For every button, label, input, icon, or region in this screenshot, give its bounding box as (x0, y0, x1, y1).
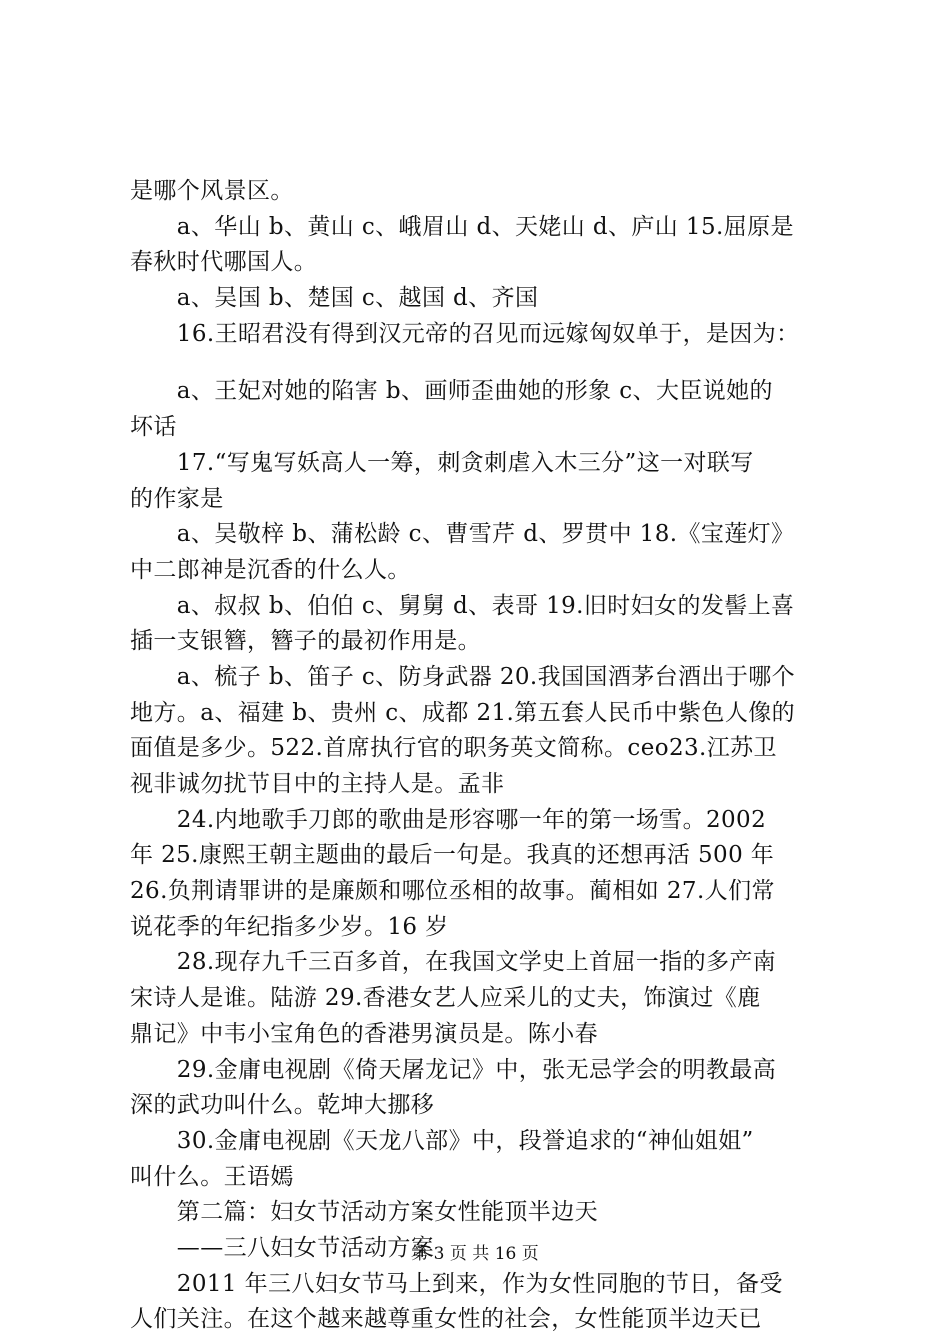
text-line: 17.“写鬼写妖高人一筹，刺贪刺虐入木三分”这一对联写 (130, 449, 754, 476)
text-line: 年 25.康熙王朝主题曲的最后一句是。我真的还想再活 500 年 (130, 842, 775, 869)
text-line: 24.内地歌手刀郎的歌曲是形容哪一年的第一场雪。2002 (130, 806, 767, 833)
text-line: 宋诗人是谁。陆游 29.香港女艺人应采儿的丈夫，饰演过《鹿 (130, 985, 761, 1012)
text-line: 的作家是 (130, 485, 224, 512)
text-line: 深的武功叫什么。乾坤大挪移 (130, 1092, 435, 1119)
text-line: 插一支银簪，簪子的最初作用是。 (130, 628, 481, 655)
text-line: 26.负荆请罪讲的是廉颇和哪位丞相的故事。蔺相如 27.人们常 (130, 878, 775, 905)
paragraph-gap (130, 352, 835, 374)
section-heading: 第二篇：妇女节活动方案女性能顶半边天 (130, 1199, 598, 1226)
text-line: 人们关注。在这个越来越尊重女性的社会，女性能顶半边天已 (130, 1306, 762, 1333)
text-line: 30.金庸电视剧《天龙八部》中，段誉追求的“神仙姐姐” (130, 1127, 754, 1154)
text-line: a、吴国 b、楚国 c、越国 d、齐国 (130, 285, 539, 312)
text-line: 2011 年三八妇女节马上到来，作为女性同胞的节日，备受 (130, 1270, 783, 1297)
text-line: 春秋时代哪国人。 (130, 249, 318, 276)
page-number-footer: 第 3 页 共 16 页 (411, 1244, 539, 1264)
text-line: 面值是多少。522.首席执行官的职务英文简称。ceo23.江苏卫 (130, 735, 777, 762)
text-line: 坏话 (130, 414, 177, 441)
text-line: 地方。a、福建 b、贵州 c、成都 21.第五套人民币中紫色人像的 (130, 699, 796, 726)
text-line: a、梳子 b、笛子 c、防身武器 20.我国国酒茅台酒出于哪个 (130, 663, 796, 690)
text-line: a、吴敬梓 b、蒲松龄 c、曹雪芹 d、罗贯中 18.《宝莲灯》 (130, 521, 795, 548)
text-line: 29.金庸电视剧《倚天屠龙记》中，张无忌学会的明教最高 (130, 1056, 777, 1083)
text-line: 中二郎神是沉香的什么人。 (130, 556, 411, 583)
text-line: 是哪个风景区。 (130, 178, 294, 204)
text-line: a、叔叔 b、伯伯 c、舅舅 d、表哥 19.旧时妇女的发髻上喜 (130, 592, 795, 619)
text-line: 说花季的年纪指多少岁。16 岁 (130, 913, 449, 940)
document-body (130, 174, 835, 1338)
text-line: 16.王昭君没有得到汉元帝的召见而远嫁匈奴单于，是因为： (130, 320, 800, 347)
text-line: a、华山 b、黄山 c、峨眉山 d、天姥山 d、庐山 15.屈原是 (130, 213, 794, 240)
text-line: a、王妃对她的陷害 b、画师歪曲她的形象 c、大臣说她的 (130, 378, 773, 405)
text-line: 叫什么。王语嫣 (130, 1163, 294, 1190)
text-line: 28.现存九千三百多首，在我国文学史上首屈一指的多产南 (130, 949, 777, 976)
text-line: 视非诚勿扰节目中的主持人是。孟非 (130, 771, 505, 797)
text-line: 鼎记》中韦小宝角色的香港男演员是。陈小春 (130, 1020, 598, 1047)
section-subheading: ——三八妇女节活动方案 (130, 1234, 435, 1261)
